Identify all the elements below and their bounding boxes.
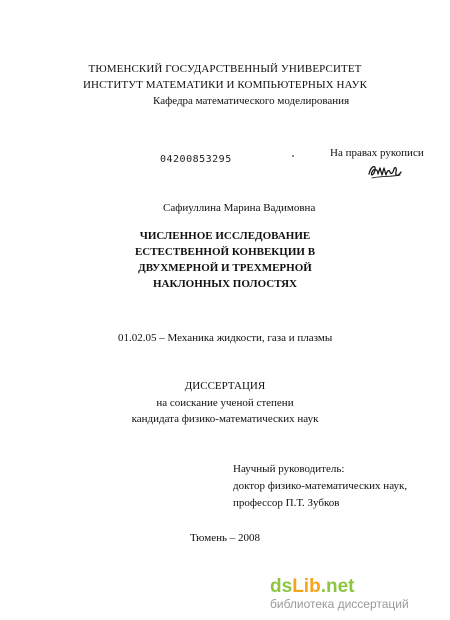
manuscript-rights: На правах рукописи [330,147,424,159]
dslib-logo: dsLib.net [270,576,355,597]
stamp-code: 04200853295 [160,154,232,165]
supervisor-degree: доктор физико-математических наук, [233,480,408,492]
title-line-2: ЕСТЕСТВЕННОЙ КОНВЕКЦИИ В [134,246,316,258]
supervisor-name: профессор П.Т. Зубков [233,497,340,509]
dissertation-label: ДИССЕРТАЦИЯ [184,380,266,392]
degree-line-2: кандидата физико-математических наук [131,413,319,425]
author-name: Сафиуллина Марина Вадимовна [163,202,316,214]
signature-icon [366,160,402,182]
institute-name: ИНСТИТУТ МАТЕМАТИКИ И КОМПЬЮТЕРНЫХ НАУК [82,79,368,91]
watermark-subtitle: библиотека диссертаций [270,597,409,611]
supervisor-label: Научный руководитель: [233,463,345,475]
title-line-4: НАКЛОННЫХ ПОЛОСТЯХ [152,278,298,290]
title-line-3: ДВУХМЕРНОЙ И ТРЕХМЕРНОЙ [138,262,312,274]
degree-line-1: на соискание ученой степени [156,397,294,409]
department-name: Кафедра математического моделирования [153,95,350,107]
specialty-code: 01.02.05 – Механика жидкости, газа и плазмы [118,332,333,344]
title-line-1: ЧИСЛЕННОЕ ИССЛЕДОВАНИЕ [139,230,311,242]
place-year: Тюмень – 2008 [190,532,260,544]
university-name: ТЮМЕНСКИЙ ГОСУДАРСТВЕННЫЙ УНИВЕРСИТЕТ [88,63,362,75]
dslib-watermark [270,576,448,616]
scan-speck [292,155,294,157]
